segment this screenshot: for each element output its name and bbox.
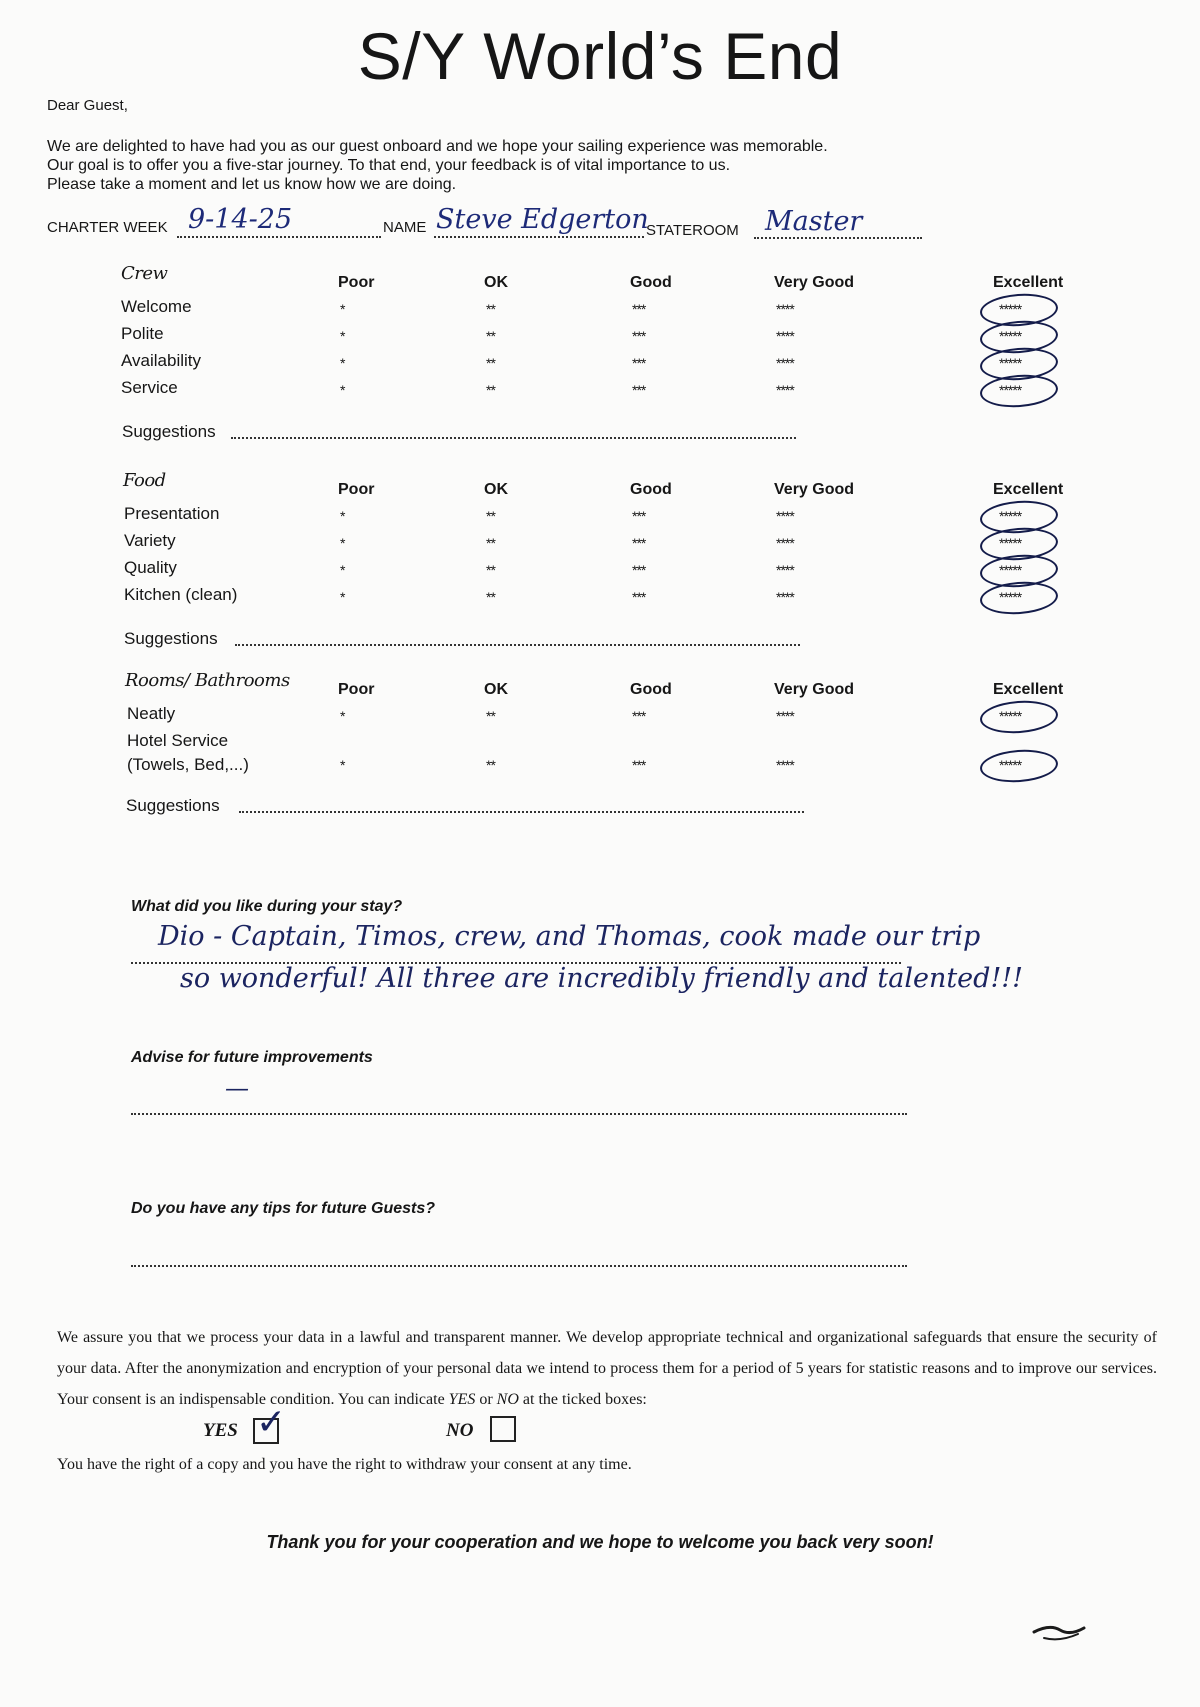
column-header: Excellent <box>993 481 1064 498</box>
rating-option-5[interactable]: ***** <box>999 708 1022 724</box>
rating-option-3[interactable]: *** <box>632 382 646 398</box>
rating-row-sublabel: (Towels, Bed,...) <box>127 755 249 774</box>
rating-option-4[interactable]: **** <box>776 301 794 317</box>
improvements-answer[interactable]: — <box>225 1074 249 1102</box>
rating-option-1[interactable]: * <box>340 708 345 724</box>
rating-row-label: Variety <box>124 531 176 550</box>
rating-option-4[interactable]: **** <box>776 508 794 524</box>
rating-option-3[interactable]: *** <box>632 301 646 317</box>
privacy-notice <box>57 1322 1157 1415</box>
column-header: Good <box>630 681 672 698</box>
suggestions-label: Suggestions <box>126 796 220 815</box>
rating-option-2[interactable]: ** <box>486 708 495 724</box>
rights-notice: You have the right of a copy and you have the right to withdraw your consent at any time. <box>57 1456 632 1473</box>
rating-option-4[interactable]: **** <box>776 328 794 344</box>
column-header: Excellent <box>993 274 1064 291</box>
rating-option-4[interactable]: **** <box>776 589 794 605</box>
rating-option-3[interactable]: *** <box>632 535 646 551</box>
charter-week-field[interactable]: 9-14-25 <box>188 204 293 235</box>
rating-option-5[interactable]: ***** <box>999 301 1022 317</box>
rating-option-1[interactable]: * <box>340 382 345 398</box>
rating-row-label: Quality <box>124 558 177 577</box>
selection-circle <box>979 747 1059 784</box>
column-header: OK <box>484 274 508 291</box>
rating-option-3[interactable]: *** <box>632 508 646 524</box>
column-header: Very Good <box>774 274 855 291</box>
rating-option-4[interactable]: **** <box>776 757 794 773</box>
rating-row-label: Presentation <box>124 504 220 523</box>
rating-option-3[interactable]: *** <box>632 708 646 724</box>
privacy-text: We assure you that we process your data in a lawful and transparent manner. We develop appropriate technical and organizational safeguards that ensure the security of your data. After the anonymization and encryption of your personal data we intend to process them for a period of 5 years for statistic reasons and to improve our services. Your consent is an indispensable condition. You can indicate <box>57 1329 1157 1408</box>
rating-option-3[interactable]: *** <box>632 562 646 578</box>
rating-option-5[interactable]: ***** <box>999 328 1022 344</box>
rating-option-3[interactable]: *** <box>632 328 646 344</box>
consent-no-label: NO <box>446 1420 474 1441</box>
improvements-question: Advise for future improvements <box>131 1049 373 1066</box>
selection-circle <box>979 698 1059 735</box>
rating-option-2[interactable]: ** <box>486 328 495 344</box>
rating-option-2[interactable]: ** <box>486 757 495 773</box>
privacy-text-end: at the ticked boxes: <box>518 1391 647 1408</box>
rating-option-2[interactable]: ** <box>486 535 495 551</box>
rating-row-label: Hotel Service <box>127 731 229 750</box>
liked-question: What did you like during your stay? <box>131 898 403 915</box>
privacy-no-word: NO <box>496 1391 519 1408</box>
suggestions-label: Suggestions <box>122 422 216 441</box>
consent-yes-label: YES <box>203 1420 238 1441</box>
intro-paragraph <box>47 137 1007 194</box>
improvements-line <box>131 1113 907 1115</box>
privacy-or-word: or <box>475 1391 497 1408</box>
name-label: NAME <box>383 219 427 236</box>
column-header: Poor <box>338 481 375 498</box>
rating-option-2[interactable]: ** <box>486 562 495 578</box>
rating-row-label: Polite <box>121 324 164 343</box>
tips-line[interactable] <box>131 1265 907 1267</box>
rating-option-5[interactable]: ***** <box>999 355 1022 371</box>
column-header: OK <box>484 481 508 498</box>
rating-row-label: Neatly <box>127 704 176 723</box>
salutation: Dear Guest, <box>47 97 128 114</box>
rating-row-label: Availability <box>121 351 202 370</box>
rating-option-1[interactable]: * <box>340 508 345 524</box>
selection-circle <box>979 372 1059 409</box>
pen-mark-icon <box>1030 1620 1090 1650</box>
column-header: Good <box>630 274 672 291</box>
rating-option-2[interactable]: ** <box>486 382 495 398</box>
rating-option-3[interactable]: *** <box>632 757 646 773</box>
rating-option-5[interactable]: ***** <box>999 508 1022 524</box>
liked-answer-line-1[interactable]: Dio - Captain, Timos, crew, and Thomas, cook made our trip <box>158 921 981 952</box>
liked-answer-line-2[interactable]: so wonderful! All three are incredibly friendly and talented!!! <box>180 963 1023 994</box>
intro-line: We are delighted to have had you as our guest onboard and we hope your sailing experience was memorable. <box>47 138 828 155</box>
rating-option-5[interactable]: ***** <box>999 382 1022 398</box>
rating-option-4[interactable]: **** <box>776 355 794 371</box>
stateroom-field[interactable]: Master <box>765 206 863 237</box>
rating-option-1[interactable]: * <box>340 355 345 371</box>
thank-you-message: Thank you for your cooperation and we hope to welcome you back very soon! <box>266 1532 934 1552</box>
consent-no-checkbox[interactable] <box>490 1416 516 1442</box>
rating-option-5[interactable]: ***** <box>999 757 1022 773</box>
name-field[interactable]: Steve Edgerton <box>436 204 649 235</box>
name-line <box>434 236 644 238</box>
column-header: Excellent <box>993 681 1064 698</box>
section-title: Food <box>123 470 166 491</box>
rating-option-2[interactable]: ** <box>486 355 495 371</box>
column-header: Poor <box>338 274 375 291</box>
section-title: Rooms/ Bathrooms <box>125 670 290 691</box>
rating-row-label: Service <box>121 378 178 397</box>
rating-option-1[interactable]: * <box>340 757 345 773</box>
rating-option-5[interactable]: ***** <box>999 535 1022 551</box>
rating-option-1[interactable]: * <box>340 328 345 344</box>
rating-option-3[interactable]: *** <box>632 355 646 371</box>
tips-question: Do you have any tips for future Guests? <box>131 1200 436 1217</box>
privacy-yes-word: YES <box>448 1391 476 1408</box>
rating-option-1[interactable]: * <box>340 535 345 551</box>
column-header: Very Good <box>774 481 855 498</box>
rating-option-1[interactable]: * <box>340 589 345 605</box>
column-header: Poor <box>338 681 375 698</box>
suggestions-field[interactable] <box>231 437 796 439</box>
stateroom-label: STATEROOM <box>646 222 739 239</box>
stateroom-line <box>754 237 922 239</box>
suggestions-field[interactable] <box>235 644 800 646</box>
suggestions-label: Suggestions <box>124 629 218 648</box>
rating-option-2[interactable]: ** <box>486 301 495 317</box>
charter-week-label: CHARTER WEEK <box>47 219 168 236</box>
intro-line: Our goal is to offer you a five-star journey. To that end, your feedback is of vital importance to us. <box>47 157 731 174</box>
rating-row-label: Kitchen (clean) <box>124 585 238 604</box>
intro-line: Please take a moment and let us know how we are doing. <box>47 176 457 193</box>
check-mark-icon: ✓ <box>256 1402 287 1443</box>
suggestions-field[interactable] <box>239 811 804 813</box>
rating-option-5[interactable]: ***** <box>999 562 1022 578</box>
column-header: OK <box>484 681 508 698</box>
rating-option-4[interactable]: **** <box>776 535 794 551</box>
rating-option-1[interactable]: * <box>340 562 345 578</box>
page-title: S/Y World’s End <box>357 19 843 93</box>
rating-row-label: Welcome <box>121 297 192 316</box>
rating-option-2[interactable]: ** <box>486 589 495 605</box>
rating-option-5[interactable]: ***** <box>999 589 1022 605</box>
rating-option-4[interactable]: **** <box>776 708 794 724</box>
charter-week-line <box>177 236 381 238</box>
selection-circle <box>979 579 1059 616</box>
column-header: Good <box>630 481 672 498</box>
rating-option-4[interactable]: **** <box>776 382 794 398</box>
rating-option-2[interactable]: ** <box>486 508 495 524</box>
column-header: Very Good <box>774 681 855 698</box>
section-title: Crew <box>121 263 168 284</box>
rating-option-3[interactable]: *** <box>632 589 646 605</box>
rating-option-1[interactable]: * <box>340 301 345 317</box>
rating-option-4[interactable]: **** <box>776 562 794 578</box>
